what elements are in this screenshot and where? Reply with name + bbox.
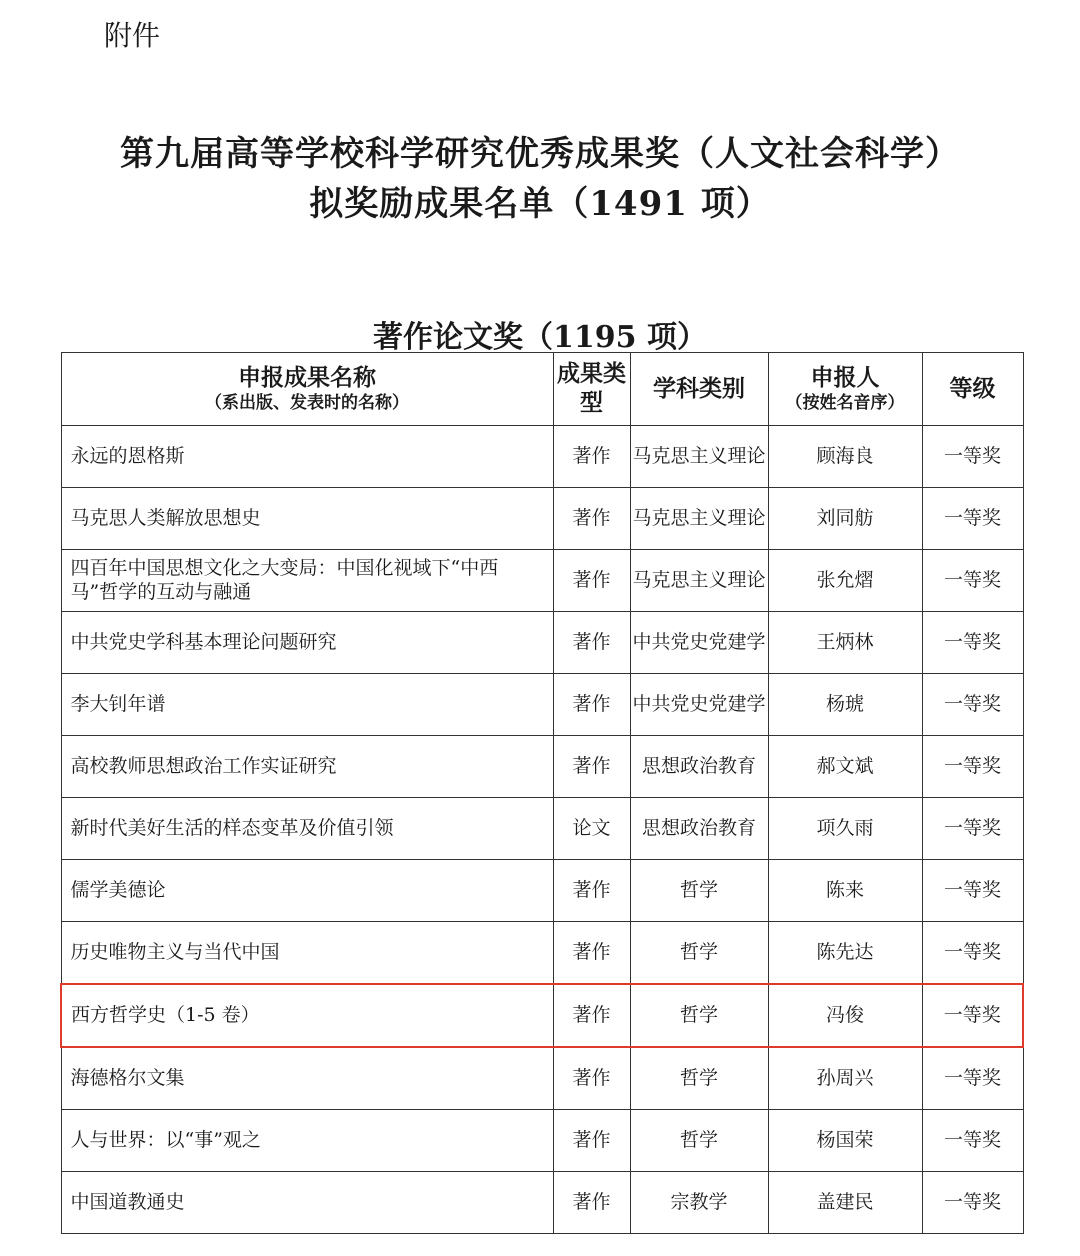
header-name bbox=[61, 353, 553, 426]
cell-applicant: 陈来 bbox=[768, 860, 922, 922]
cell-type: 著作 bbox=[553, 1110, 630, 1172]
table-row bbox=[61, 426, 1023, 488]
cell-category: 中共党史党建学 bbox=[630, 674, 768, 736]
cell-level: 一等奖 bbox=[922, 984, 1023, 1047]
cell-level: 一等奖 bbox=[922, 550, 1023, 612]
cell-name: 新时代美好生活的样态变革及价值引领 bbox=[61, 798, 553, 860]
cell-applicant: 盖建民 bbox=[768, 1172, 922, 1234]
cell-name: 李大钊年谱 bbox=[61, 674, 553, 736]
cell-name: 中共党史学科基本理论问题研究 bbox=[61, 612, 553, 674]
cell-applicant: 孙周兴 bbox=[768, 1047, 922, 1110]
header-applicant-label: 申报人 bbox=[810, 364, 880, 391]
cell-category: 思想政治教育 bbox=[630, 798, 768, 860]
cell-level: 一等奖 bbox=[922, 736, 1023, 798]
cell-name: 人与世界：以“事”观之 bbox=[61, 1110, 553, 1172]
cell-type: 著作 bbox=[553, 1172, 630, 1234]
cell-category: 哲学 bbox=[630, 984, 768, 1047]
table-row bbox=[61, 860, 1023, 922]
table-row bbox=[61, 984, 1023, 1047]
header-level: 等级 bbox=[922, 353, 1023, 426]
cell-level: 一等奖 bbox=[922, 612, 1023, 674]
table-row bbox=[61, 612, 1023, 674]
table-row bbox=[61, 1110, 1023, 1172]
table-header-row bbox=[61, 353, 1023, 426]
cell-level: 一等奖 bbox=[922, 674, 1023, 736]
cell-name: 四百年中国思想文化之大变局：中国化视域下“中西马”哲学的互动与融通 bbox=[61, 550, 553, 612]
header-applicant-sub: （按姓名音序） bbox=[785, 392, 905, 413]
section-title: 著作论文奖（1195 项） bbox=[373, 320, 707, 355]
cell-name: 永远的恩格斯 bbox=[61, 426, 553, 488]
cell-type: 著作 bbox=[553, 674, 630, 736]
cell-level: 一等奖 bbox=[922, 798, 1023, 860]
cell-category: 哲学 bbox=[630, 922, 768, 985]
cell-type: 著作 bbox=[553, 736, 630, 798]
cell-applicant: 杨国荣 bbox=[768, 1110, 922, 1172]
cell-type: 著作 bbox=[553, 612, 630, 674]
cell-applicant: 郝文斌 bbox=[768, 736, 922, 798]
cell-name: 西方哲学史（1-5 卷） bbox=[61, 984, 553, 1047]
cell-type: 著作 bbox=[553, 922, 630, 985]
cell-category: 哲学 bbox=[630, 1047, 768, 1110]
header-category: 学科类别 bbox=[630, 353, 768, 426]
attachment-label: 附件 bbox=[104, 19, 161, 52]
cell-level: 一等奖 bbox=[922, 1047, 1023, 1110]
cell-applicant: 冯俊 bbox=[768, 984, 922, 1047]
cell-level: 一等奖 bbox=[922, 1110, 1023, 1172]
cell-level: 一等奖 bbox=[922, 488, 1023, 550]
cell-category: 宗教学 bbox=[630, 1172, 768, 1234]
cell-applicant: 张允熠 bbox=[768, 550, 922, 612]
cell-category: 马克思主义理论 bbox=[630, 426, 768, 488]
cell-type: 著作 bbox=[553, 488, 630, 550]
table-row bbox=[61, 1047, 1023, 1110]
cell-level: 一等奖 bbox=[922, 922, 1023, 985]
document-title-line-1: 第九届高等学校科学研究优秀成果奖（人文社会科学） bbox=[120, 134, 960, 174]
cell-level: 一等奖 bbox=[922, 426, 1023, 488]
cell-type: 著作 bbox=[553, 860, 630, 922]
cell-name: 中国道教通史 bbox=[61, 1172, 553, 1234]
cell-applicant: 刘同舫 bbox=[768, 488, 922, 550]
cell-type: 著作 bbox=[553, 550, 630, 612]
cell-level: 一等奖 bbox=[922, 1172, 1023, 1234]
cell-name: 海德格尔文集 bbox=[61, 1047, 553, 1110]
cell-applicant: 项久雨 bbox=[768, 798, 922, 860]
cell-type: 论文 bbox=[553, 798, 630, 860]
cell-category: 马克思主义理论 bbox=[630, 488, 768, 550]
cell-applicant: 陈先达 bbox=[768, 922, 922, 985]
document-title-line-2: 拟奖励成果名单（1491 项） bbox=[309, 184, 771, 224]
awards-table bbox=[60, 352, 1024, 1234]
cell-type: 著作 bbox=[553, 426, 630, 488]
cell-name: 历史唯物主义与当代中国 bbox=[61, 922, 553, 985]
cell-category: 马克思主义理论 bbox=[630, 550, 768, 612]
cell-name: 儒学美德论 bbox=[61, 860, 553, 922]
table-row bbox=[61, 488, 1023, 550]
cell-applicant: 杨琥 bbox=[768, 674, 922, 736]
cell-category: 哲学 bbox=[630, 860, 768, 922]
header-name-sub: （系出版、发表时的名称） bbox=[205, 392, 409, 413]
cell-name: 马克思人类解放思想史 bbox=[61, 488, 553, 550]
cell-applicant: 顾海良 bbox=[768, 426, 922, 488]
header-name-label: 申报成果名称 bbox=[238, 364, 376, 391]
table-row bbox=[61, 674, 1023, 736]
cell-name: 高校教师思想政治工作实证研究 bbox=[61, 736, 553, 798]
cell-type: 著作 bbox=[553, 984, 630, 1047]
cell-category: 思想政治教育 bbox=[630, 736, 768, 798]
table-row bbox=[61, 798, 1023, 860]
header-type: 成果类型 bbox=[553, 353, 630, 426]
header-applicant bbox=[768, 353, 922, 426]
table-row bbox=[61, 550, 1023, 612]
table-row bbox=[61, 922, 1023, 985]
cell-category: 哲学 bbox=[630, 1110, 768, 1172]
cell-level: 一等奖 bbox=[922, 860, 1023, 922]
table-row bbox=[61, 736, 1023, 798]
cell-applicant: 王炳林 bbox=[768, 612, 922, 674]
table-row bbox=[61, 1172, 1023, 1234]
cell-category: 中共党史党建学 bbox=[630, 612, 768, 674]
cell-type: 著作 bbox=[553, 1047, 630, 1110]
